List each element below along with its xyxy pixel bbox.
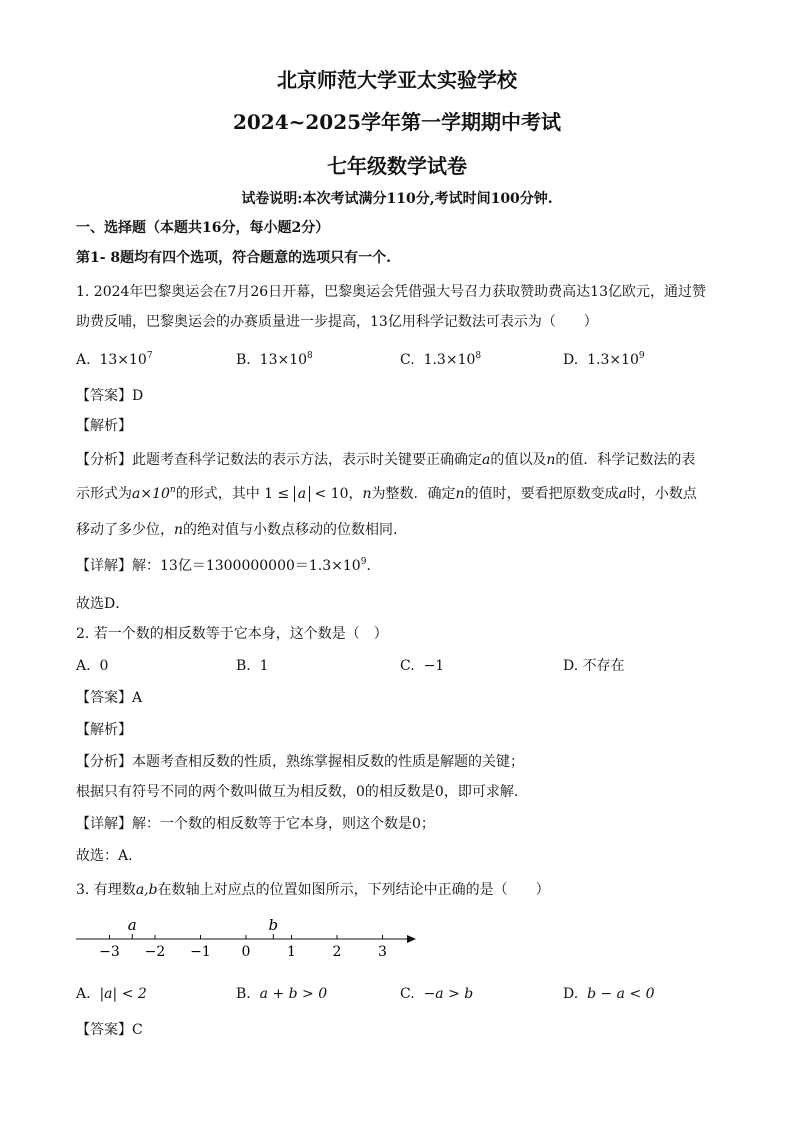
- fenxi-text: 本题考查相反数的性质，熟练掌握相反数的性质是解题的关键；: [132, 754, 524, 770]
- option-value: 13×10: [99, 352, 147, 368]
- q3-text-start: 3. 有理数: [76, 882, 136, 898]
- option-exponent: 7: [146, 351, 153, 361]
- option-exponent: 9: [638, 351, 645, 361]
- fenxi-text: 的值时，要看把原数变成: [464, 486, 619, 502]
- q2-analysis-tag: 【解析】: [76, 722, 132, 738]
- q3-option-c: [400, 984, 473, 1004]
- option-value: 不存在: [582, 658, 625, 674]
- detail-text: 解：13亿＝1300000000＝1.3×10: [132, 558, 361, 574]
- option-value: b − a < 0: [587, 986, 655, 1002]
- point-b-label: b: [268, 916, 279, 934]
- point-a-label: a: [127, 916, 137, 934]
- option-exponent: 8: [475, 351, 482, 361]
- option-value: −a > b: [423, 986, 474, 1002]
- detail-tag: 【详解】: [76, 558, 132, 574]
- q2-fenxi: [76, 752, 726, 772]
- var-a: a: [482, 452, 491, 468]
- option-label: C.: [400, 352, 415, 368]
- tick-label: 0: [241, 944, 251, 960]
- q1-option-d: [563, 350, 645, 370]
- fenxi-text: 此题考查科学记数法的表示方法，表示时关键要正确确定: [132, 452, 482, 468]
- q3-option-b: [236, 984, 327, 1004]
- number-line: [70, 912, 430, 968]
- q1-fenxi-line3: [76, 520, 726, 540]
- q1-fenxi-line1: [76, 450, 726, 470]
- inequality-left: 1 ≤: [264, 486, 290, 502]
- answer-value: D: [132, 388, 144, 404]
- q3-option-a: [76, 984, 147, 1004]
- detail-text: ．: [366, 558, 381, 574]
- section-title: 一、选择题（本题共16分，每小题2分）: [76, 220, 330, 236]
- q3-vars: a,b: [135, 882, 158, 898]
- exam-title: 2024~2025学年第一学期期中考试: [232, 110, 562, 134]
- option-label: D.: [563, 352, 579, 368]
- formula: a×10: [132, 486, 170, 502]
- option-value: 1: [259, 658, 269, 674]
- q2-fenxi-line2: 根据只有符号不同的两个数叫做互为相反数，0的相反数是0，即可求解.: [76, 784, 519, 800]
- option-label: C.: [400, 658, 415, 674]
- fenxi-text: 时，小数点: [626, 486, 697, 502]
- option-label: B.: [236, 658, 251, 674]
- option-label: D.: [563, 658, 579, 674]
- q1-text-line2: 助费反哺，巴黎奥运会的办赛质量进一步提高，13亿用科学记数法可表示为（ ）: [76, 314, 598, 330]
- fenxi-text: 为整数．确定: [371, 486, 456, 502]
- q2-conclusion: 故选：A.: [76, 848, 133, 864]
- point-group: [128, 916, 278, 939]
- option-value: a + b > 0: [259, 986, 328, 1002]
- q2-option-c: [400, 656, 444, 676]
- tick-label: 3: [378, 944, 387, 960]
- answer-value: C: [132, 1022, 143, 1038]
- tick-label: 2: [332, 944, 342, 960]
- var-n: n: [362, 486, 372, 502]
- q2-option-b: [236, 656, 269, 676]
- option-value: 1.3×10: [587, 352, 639, 368]
- tick-label: −3: [99, 944, 120, 960]
- q1-option-c: [400, 350, 481, 370]
- fenxi-text: 移动了多少位，: [76, 522, 174, 538]
- option-label: B.: [236, 986, 251, 1002]
- fenxi-text: 示形式为: [76, 486, 132, 502]
- q3-option-d: [563, 984, 655, 1004]
- option-label: A.: [76, 986, 91, 1002]
- q1-text-line1: 1. 2024年巴黎奥运会在7月26日开幕，巴黎奥运会凭借强大号召力获取赞助费高达13亿欧元，通过赞: [76, 284, 706, 300]
- section-subtitle: 第1- 8题均有四个选项，符合题意的选项只有一个.: [76, 250, 392, 266]
- option-exponent: 8: [307, 351, 313, 361]
- option-value: 0: [99, 658, 109, 674]
- answer-tag: 【答案】: [76, 690, 132, 706]
- formula-exponent: n: [169, 485, 176, 495]
- q1-answer: [76, 386, 726, 406]
- q2-option-a: [76, 656, 108, 676]
- q2-answer: [76, 688, 726, 708]
- var-a: a: [618, 486, 627, 502]
- q1-fenxi-line2: 示形式为$a\times 10^n$的形式，其中 1 ≤ a < 10，n为整数．确定n的值时，要看把原数变成a时，小数点: [76, 485, 697, 502]
- option-value: −1: [423, 658, 445, 674]
- q3-text-end: 在数轴上对应点的位置如图所示，下列结论中正确的是（ ）: [157, 882, 550, 898]
- tick-label: 1: [287, 944, 296, 960]
- option-value: 13×10: [259, 352, 308, 368]
- var-n: n: [455, 486, 465, 502]
- q2-detail: [76, 814, 726, 834]
- q2-option-d: [563, 656, 625, 676]
- tick-label: −1: [190, 944, 211, 960]
- detail-tag: 【详解】: [76, 816, 132, 832]
- fenxi-tag: 【分析】: [76, 452, 132, 468]
- option-label: B.: [236, 352, 251, 368]
- fenxi-tag: 【分析】: [76, 754, 132, 770]
- q1-detail: [76, 556, 726, 576]
- q1-option-a: [76, 350, 153, 370]
- fenxi-text: 的值以及: [490, 452, 547, 468]
- option-value: |a| < 2: [99, 986, 147, 1002]
- fenxi-text: 的绝对值与小数点移动的位数相同.: [183, 522, 398, 538]
- fenxi-text: 的值．科学记数法的表: [555, 452, 696, 468]
- exam-note: 试卷说明:本次考试满分110分,考试时间100分钟.: [241, 191, 553, 207]
- fenxi-text: 的形式，其中: [175, 486, 260, 502]
- q2-text: 2. 若一个数的相反数等于它本身，这个数是（ ）: [76, 626, 388, 642]
- option-label: A.: [76, 658, 91, 674]
- q3-text: [76, 880, 726, 900]
- q3-answer: [76, 1020, 726, 1040]
- tick-label: −2: [144, 944, 166, 960]
- detail-text: 解：一个数的相反数等于它本身，则这个数是0；: [132, 816, 435, 832]
- inequality-right: < 10: [314, 486, 349, 502]
- option-value: 1.3×10: [423, 352, 476, 368]
- q1-conclusion: 故选D．: [76, 596, 130, 612]
- q1-analysis-tag: 【解析】: [76, 418, 132, 434]
- paper-title: 七年级数学试卷: [327, 154, 467, 178]
- answer-tag: 【答案】: [76, 1022, 132, 1038]
- option-label: D.: [563, 986, 579, 1002]
- axis-arrow: [407, 935, 416, 943]
- answer-tag: 【答案】: [76, 388, 132, 404]
- detail-exponent: 9: [360, 557, 367, 567]
- abs-a: a: [294, 486, 310, 502]
- var-n: n: [174, 522, 184, 538]
- var-n: n: [546, 452, 556, 468]
- option-label: C.: [400, 986, 415, 1002]
- school-name: 北京师范大学亚太实验学校: [277, 68, 517, 92]
- q1-option-b: [236, 350, 313, 370]
- option-label: A.: [76, 352, 91, 368]
- answer-value: A: [132, 690, 143, 706]
